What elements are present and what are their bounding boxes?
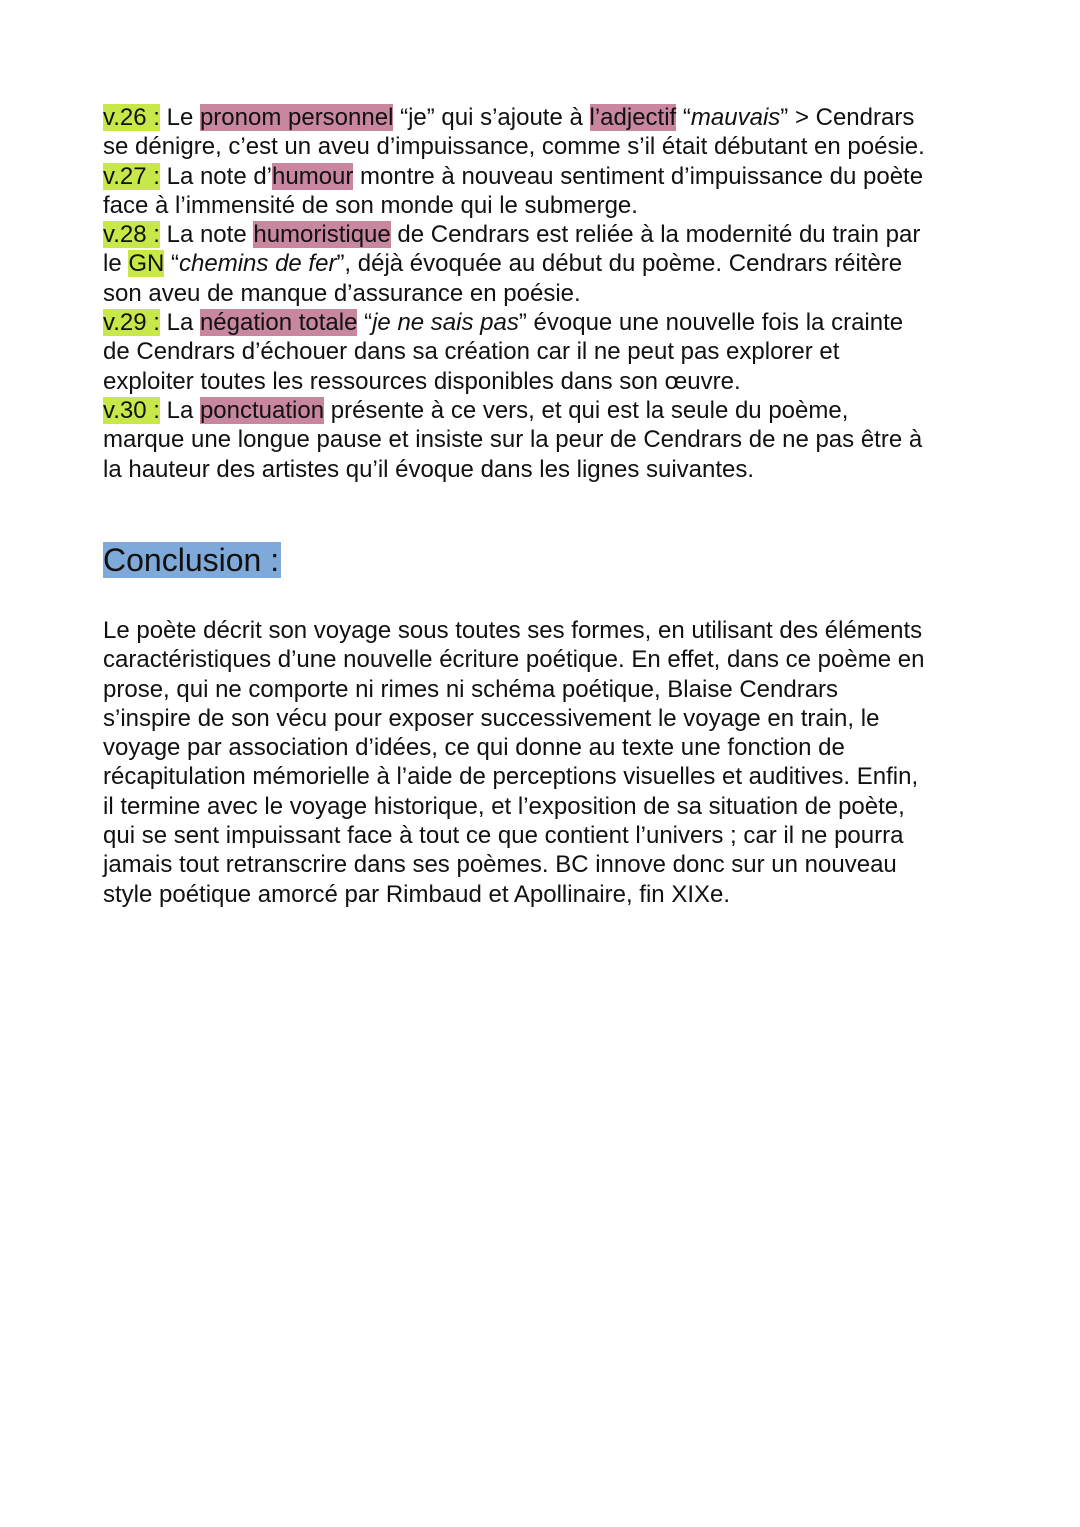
v26-line-2: se dénigre, c’est un aveu d’impuissance, comme s’il était débutant en poésie. — [103, 133, 925, 161]
text: La — [159, 309, 200, 337]
v30-line-2: marque une longue pause et insiste sur la peur de Cendrars de ne pas être à — [103, 426, 923, 454]
conclusion-line: il termine avec le voyage historique, et l’exposition de sa situation de poète, — [103, 792, 905, 820]
verse-analysis — [103, 103, 983, 484]
conclusion-line: style poétique amorcé par Rimbaud et Apollinaire, fin XIXe. — [103, 880, 731, 908]
conclusion-line: caractéristiques d’une nouvelle écriture poétique. En effet, dans ce poème en — [103, 646, 925, 674]
text: “ — [676, 104, 691, 131]
text: ” évoque une nouvelle fois la crainte — [518, 309, 904, 337]
term-highlight: humoristique — [253, 221, 391, 249]
conclusion-paragraph — [103, 616, 983, 909]
verse-label: v.30 : — [103, 396, 160, 424]
v28-line-3: son aveu de manque d’assurance en poésie. — [103, 279, 581, 307]
conclusion-heading — [103, 540, 281, 580]
text: La note d’ — [159, 162, 273, 190]
quote: mauvais — [690, 104, 781, 131]
conclusion-line: qui se sent impuissant face à tout ce que contient l’univers ; car il ne pourra — [103, 822, 904, 850]
v30-line-3: la hauteur des artistes qu’il évoque dans les lignes suivantes. — [103, 455, 755, 483]
v30-line-1 — [103, 396, 983, 425]
v29-line-2: de Cendrars d’échouer dans sa création car il ne peut pas explorer et — [103, 338, 840, 366]
text: présente à ce vers, et qui est la seule du poème, — [324, 396, 849, 424]
text: “ — [164, 250, 180, 278]
conclusion-line: prose, qui ne comporte ni rimes ni schéma poétique, Blaise Cendrars — [103, 675, 839, 703]
v28-line-1 — [103, 220, 983, 249]
conclusion-line: Le poète décrit son voyage sous toutes ses formes, en utilisant des éléments — [103, 617, 923, 644]
conclusion-line: s’inspire de son vécu pour exposer successivement le voyage en train, le — [103, 704, 880, 732]
text: le — [103, 250, 129, 278]
quote: je ne sais pas — [372, 309, 519, 337]
conclusion-line: voyage par association d’idées, ce qui donne au texte une fonction de — [103, 734, 845, 762]
term-highlight: pronom personnel — [199, 104, 394, 131]
conclusion-heading-text: Conclusion : — [103, 542, 280, 578]
term-highlight: ponctuation — [199, 396, 325, 424]
text: Le — [159, 104, 200, 131]
text: La note — [159, 221, 254, 249]
v26-line-1 — [103, 103, 983, 132]
v28-line-2 — [103, 249, 983, 278]
quote: chemins de fer — [179, 250, 337, 278]
verse-label: v.27 : — [103, 162, 160, 190]
verse-label: v.28 : — [103, 221, 160, 249]
text: de Cendrars est reliée à la modernité du train par — [390, 221, 921, 249]
conclusion-line: récapitulation mémorielle à l’aide de perceptions visuelles et auditives. Enfin, — [103, 763, 919, 791]
verse-label: v.26 : — [103, 104, 160, 131]
verse-label: v.29 : — [103, 309, 160, 337]
term-highlight: négation totale — [199, 309, 358, 337]
text: “ — [357, 309, 373, 337]
v29-line-3: exploiter toutes les ressources disponibles dans son œuvre. — [103, 367, 741, 395]
term-highlight: humour — [272, 162, 354, 190]
conclusion-line: jamais tout retranscrire dans ses poèmes. BC innove donc sur un nouveau — [103, 851, 897, 879]
text: “je” qui s’ajoute à — [393, 104, 590, 131]
text: ” > Cendrars — [780, 104, 915, 131]
v29-line-1 — [103, 308, 983, 337]
v27-line-1 — [103, 162, 983, 191]
text: montre à nouveau sentiment d’impuissance du poète — [353, 162, 924, 190]
term-highlight: l’adjectif — [589, 104, 677, 131]
v27-line-2: face à l’immensité de son monde qui le submerge. — [103, 191, 638, 219]
text: La — [159, 396, 200, 424]
term-highlight-green: GN — [128, 250, 165, 278]
text: ”, déjà évoquée au début du poème. Cendrars réitère — [336, 250, 903, 278]
